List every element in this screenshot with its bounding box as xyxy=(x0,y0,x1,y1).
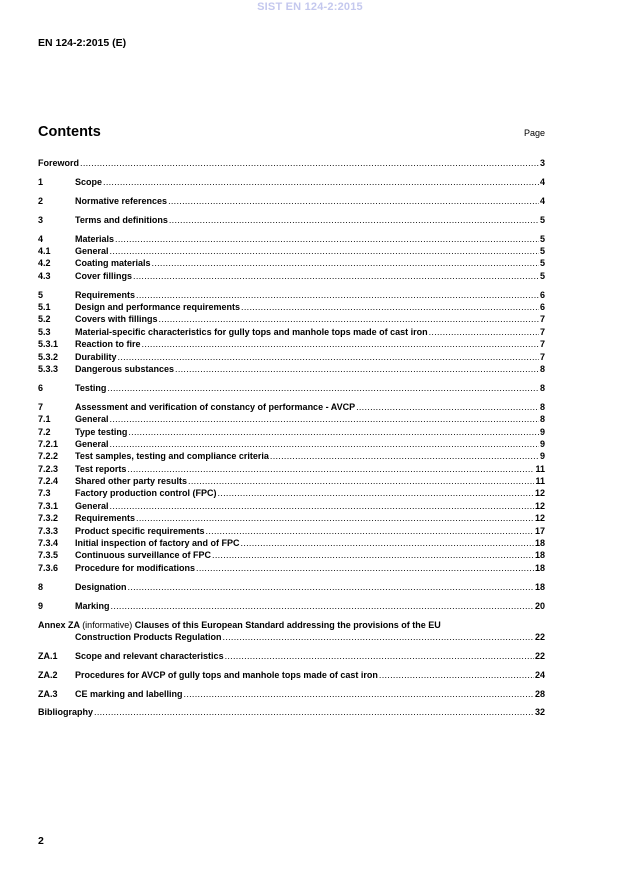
toc-entry-title: General xyxy=(75,245,109,256)
dot-leader xyxy=(107,382,539,394)
toc-entry-page: 7 xyxy=(539,326,545,337)
toc-entry-number: 7 xyxy=(38,401,44,412)
toc-entry-page: 5 xyxy=(539,233,545,244)
dot-leader xyxy=(136,512,534,524)
toc-entry-number: 5 xyxy=(38,289,44,300)
toc-entry-page: 5 xyxy=(539,214,545,225)
toc-entry-title: General xyxy=(75,500,109,511)
dot-leader xyxy=(241,537,534,549)
dot-leader xyxy=(223,631,534,643)
toc-entry-page: 24 xyxy=(534,669,545,680)
toc-entry-title: Dangerous substances xyxy=(75,363,175,374)
toc-entry-number: 4.3 xyxy=(38,270,51,281)
toc-entry-number: 7.1 xyxy=(38,414,51,425)
dot-leader xyxy=(429,326,539,338)
toc-entry-number: 9 xyxy=(38,600,44,611)
dot-leader xyxy=(225,650,534,662)
dot-leader xyxy=(103,176,539,188)
toc-entry-number: 7.2.3 xyxy=(38,463,59,474)
toc-entry-number: 5.3 xyxy=(38,326,51,337)
toc-annex-entry[interactable] xyxy=(38,619,545,644)
table-of-contents xyxy=(38,157,545,719)
toc-entry[interactable] xyxy=(38,363,545,375)
toc-entry[interactable] xyxy=(38,512,545,524)
toc-entry[interactable] xyxy=(38,487,545,499)
toc-entry-page: 32 xyxy=(534,707,545,718)
toc-entry-title: Type testing xyxy=(75,426,128,437)
toc-entry-title: Factory production control (FPC) xyxy=(75,488,217,499)
toc-entry-number: 7.2.2 xyxy=(38,451,59,462)
toc-entry-page: 11 xyxy=(535,463,545,474)
toc-entry-title: Procedure for modifications xyxy=(75,562,196,573)
toc-entry[interactable] xyxy=(38,600,545,612)
dot-leader xyxy=(142,338,539,350)
toc-entry-page: 9 xyxy=(539,438,545,449)
toc-entry[interactable] xyxy=(38,257,545,269)
toc-entry-page: 8 xyxy=(539,363,545,374)
toc-entry[interactable] xyxy=(38,233,545,245)
toc-entry[interactable] xyxy=(38,289,545,301)
toc-entry-title: Covers with fillings xyxy=(75,314,158,325)
toc-entry[interactable] xyxy=(38,525,545,537)
toc-entry-page: 5 xyxy=(539,258,545,269)
toc-entry-title: Product specific requirements xyxy=(75,525,205,536)
toc-entry[interactable] xyxy=(38,413,545,425)
toc-entry-page: 5 xyxy=(539,245,545,256)
toc-entry-page: 6 xyxy=(539,289,545,300)
toc-entry-number: 7.3.4 xyxy=(38,538,59,549)
toc-entry[interactable] xyxy=(38,326,545,338)
toc-entry-number: 5.3.3 xyxy=(38,363,59,374)
toc-entry-number: 5.3.1 xyxy=(38,339,59,350)
toc-entry-page: 17 xyxy=(534,525,545,536)
toc-entry-page: 8 xyxy=(539,414,545,425)
toc-entry-title: Bibliography xyxy=(38,707,94,718)
toc-entry-page: 6 xyxy=(539,302,545,313)
dot-leader xyxy=(110,500,534,512)
dot-leader xyxy=(94,706,534,718)
toc-entry[interactable] xyxy=(38,549,545,561)
annex-page: 22 xyxy=(534,631,545,642)
dot-leader xyxy=(175,363,539,375)
toc-entry-page: 7 xyxy=(539,351,545,362)
toc-entry[interactable] xyxy=(38,214,545,226)
page-number: 2 xyxy=(38,835,44,847)
toc-entry-page: 7 xyxy=(539,339,545,350)
toc-entry-page: 12 xyxy=(534,488,545,499)
toc-entry-number: 7.2.4 xyxy=(38,476,59,487)
toc-entry-title: Foreword xyxy=(38,158,80,168)
toc-entry-number: 7.3.6 xyxy=(38,562,59,573)
toc-entry-number: ZA.1 xyxy=(38,650,58,661)
toc-entry-page: 18 xyxy=(534,538,545,549)
toc-entry-number: 8 xyxy=(38,581,44,592)
toc-entry[interactable] xyxy=(38,401,545,413)
dot-leader xyxy=(136,289,539,301)
toc-entry-number: 5.3.2 xyxy=(38,351,59,362)
dot-leader xyxy=(169,214,539,226)
toc-entry-title: Normative references xyxy=(75,195,168,206)
dot-leader xyxy=(188,475,534,487)
toc-entry[interactable] xyxy=(38,338,545,350)
toc-entry-number: 4 xyxy=(38,233,44,244)
document-id: EN 124-2:2015 (E) xyxy=(38,37,127,49)
toc-entry-page: 12 xyxy=(534,500,545,511)
toc-entry[interactable] xyxy=(38,688,545,700)
toc-entry-title: Requirements xyxy=(75,289,136,300)
toc-entry-number: 1 xyxy=(38,176,44,187)
dot-leader xyxy=(196,562,534,574)
dot-leader xyxy=(212,549,534,561)
toc-entry-page: 3 xyxy=(539,158,545,168)
page-column-label: Page xyxy=(523,128,545,138)
toc-entry[interactable] xyxy=(38,176,545,188)
dot-leader xyxy=(110,245,539,257)
dot-leader xyxy=(270,450,539,462)
toc-entry-page: 18 xyxy=(534,581,545,592)
dot-leader xyxy=(127,463,534,475)
toc-entry-number: 7.3.2 xyxy=(38,513,59,524)
toc-entry-title: Test reports xyxy=(75,463,127,474)
toc-entry-page: 12 xyxy=(534,513,545,524)
toc-entry-number: 4.2 xyxy=(38,258,51,269)
toc-entry[interactable] xyxy=(38,581,545,593)
toc-entry-page: 18 xyxy=(534,550,545,561)
toc-entry-title: Assessment and verification of constancy of performance - AVCP xyxy=(75,401,356,412)
toc-entry[interactable] xyxy=(38,650,545,662)
toc-entry-title: Requirements xyxy=(75,513,136,524)
annex-title-line2: Construction Products Regulation xyxy=(75,631,222,642)
toc-entry-title: Marking xyxy=(75,600,110,611)
dot-leader xyxy=(110,438,539,450)
contents-heading: Contents xyxy=(38,124,101,140)
toc-entry-title: Test samples, testing and compliance criteria xyxy=(75,451,269,462)
toc-entry[interactable] xyxy=(38,706,545,718)
toc-entry-number: ZA.3 xyxy=(38,688,58,699)
toc-entry-title: General xyxy=(75,414,109,425)
dot-leader xyxy=(133,270,539,282)
toc-entry[interactable] xyxy=(38,537,545,549)
toc-entry[interactable] xyxy=(38,382,545,394)
toc-entry-number: 5.2 xyxy=(38,314,51,325)
annex-title-line1: Clauses of this European Standard addressing the provisions of the EU xyxy=(134,619,441,630)
toc-entry-page: 9 xyxy=(539,451,545,462)
toc-entry-page: 4 xyxy=(539,176,545,187)
dot-leader xyxy=(184,688,534,700)
dot-leader xyxy=(111,600,534,612)
toc-entry[interactable] xyxy=(38,475,545,487)
dot-leader xyxy=(115,233,539,245)
toc-entry[interactable] xyxy=(38,463,545,475)
toc-entry-page: 8 xyxy=(539,382,545,393)
dot-leader xyxy=(356,401,539,413)
toc-entry-number: 7.3.5 xyxy=(38,550,59,561)
toc-entry-title: Scope xyxy=(75,176,103,187)
toc-entry-number: 6 xyxy=(38,382,44,393)
toc-entry-title: Materials xyxy=(75,233,115,244)
toc-entry-number: 3 xyxy=(38,214,44,225)
dot-leader xyxy=(159,313,539,325)
toc-main-entries xyxy=(38,157,545,612)
toc-entry-number: 4.1 xyxy=(38,245,51,256)
toc-entry-number: 2 xyxy=(38,195,44,206)
toc-entry[interactable] xyxy=(38,450,545,462)
dot-leader xyxy=(152,257,539,269)
toc-entry-title: General xyxy=(75,438,109,449)
toc-entry-title: Durability xyxy=(75,351,117,362)
toc-entry-page: 28 xyxy=(534,688,545,699)
toc-entry-number: 7.2.1 xyxy=(38,438,59,449)
toc-entry-title: Continuous surveillance of FPC xyxy=(75,550,212,561)
toc-entry[interactable] xyxy=(38,500,545,512)
dot-leader xyxy=(241,301,539,313)
toc-entry[interactable] xyxy=(38,270,545,282)
toc-entry-number: 7.3 xyxy=(38,488,51,499)
toc-entry-page: 18 xyxy=(534,562,545,573)
toc-entry[interactable] xyxy=(38,245,545,257)
dot-leader xyxy=(118,351,539,363)
toc-entry-title: Initial inspection of factory and of FPC xyxy=(75,538,240,549)
dot-leader xyxy=(128,426,539,438)
toc-entry-number: 5.1 xyxy=(38,302,51,313)
toc-entry-title: Cover fillings xyxy=(75,270,133,281)
toc-entry-page: 11 xyxy=(535,476,545,487)
toc-entry-number: 7.3.3 xyxy=(38,525,59,536)
toc-entry-title: Designation xyxy=(75,581,127,592)
toc-entry[interactable] xyxy=(38,669,545,681)
dot-leader xyxy=(110,413,539,425)
toc-entry-number: 7.3.1 xyxy=(38,500,59,511)
toc-entry-title: Terms and definitions xyxy=(75,214,168,225)
toc-entry-page: 9 xyxy=(539,426,545,437)
dot-leader xyxy=(218,487,534,499)
toc-entry-title: Shared other party results xyxy=(75,476,188,487)
toc-entry[interactable] xyxy=(38,301,545,313)
toc-entry-title: Coating materials xyxy=(75,258,151,269)
toc-entry[interactable] xyxy=(38,157,545,169)
toc-entry[interactable] xyxy=(38,351,545,363)
toc-entry-number: ZA.2 xyxy=(38,669,58,680)
toc-entry-title: CE marking and labelling xyxy=(75,688,183,699)
toc-entry[interactable] xyxy=(38,438,545,450)
toc-entry-page: 7 xyxy=(539,314,545,325)
toc-entry-title: Material-specific characteristics for gully tops and manhole tops made of cast iron xyxy=(75,326,428,337)
toc-entry-title: Reaction to fire xyxy=(75,339,141,350)
dot-leader xyxy=(128,581,534,593)
toc-entry-page: 5 xyxy=(539,270,545,281)
annex-label: Annex ZA xyxy=(38,619,80,630)
toc-entry-title: Scope and relevant characteristics xyxy=(75,650,224,661)
toc-entry[interactable] xyxy=(38,195,545,207)
dot-leader xyxy=(206,525,534,537)
toc-entry-title: Design and performance requirements xyxy=(75,302,241,313)
toc-entry[interactable] xyxy=(38,562,545,574)
toc-entry-page: 22 xyxy=(534,650,545,661)
toc-entry-number: 7.2 xyxy=(38,426,51,437)
toc-entry[interactable] xyxy=(38,426,545,438)
toc-entry-page: 20 xyxy=(534,600,545,611)
watermark: SIST EN 124-2:2015 xyxy=(257,1,363,13)
dot-leader xyxy=(80,157,539,169)
toc-entry-page: 4 xyxy=(539,195,545,206)
annex-qualifier: (informative) xyxy=(82,619,133,630)
toc-entry-page: 8 xyxy=(539,401,545,412)
toc-entry-title: Testing xyxy=(75,382,107,393)
toc-entry[interactable] xyxy=(38,313,545,325)
dot-leader xyxy=(168,195,539,207)
toc-annex-entries xyxy=(38,650,545,719)
toc-entry-title: Procedures for AVCP of gully tops and manhole tops made of cast iron xyxy=(75,669,378,680)
dot-leader xyxy=(379,669,534,681)
